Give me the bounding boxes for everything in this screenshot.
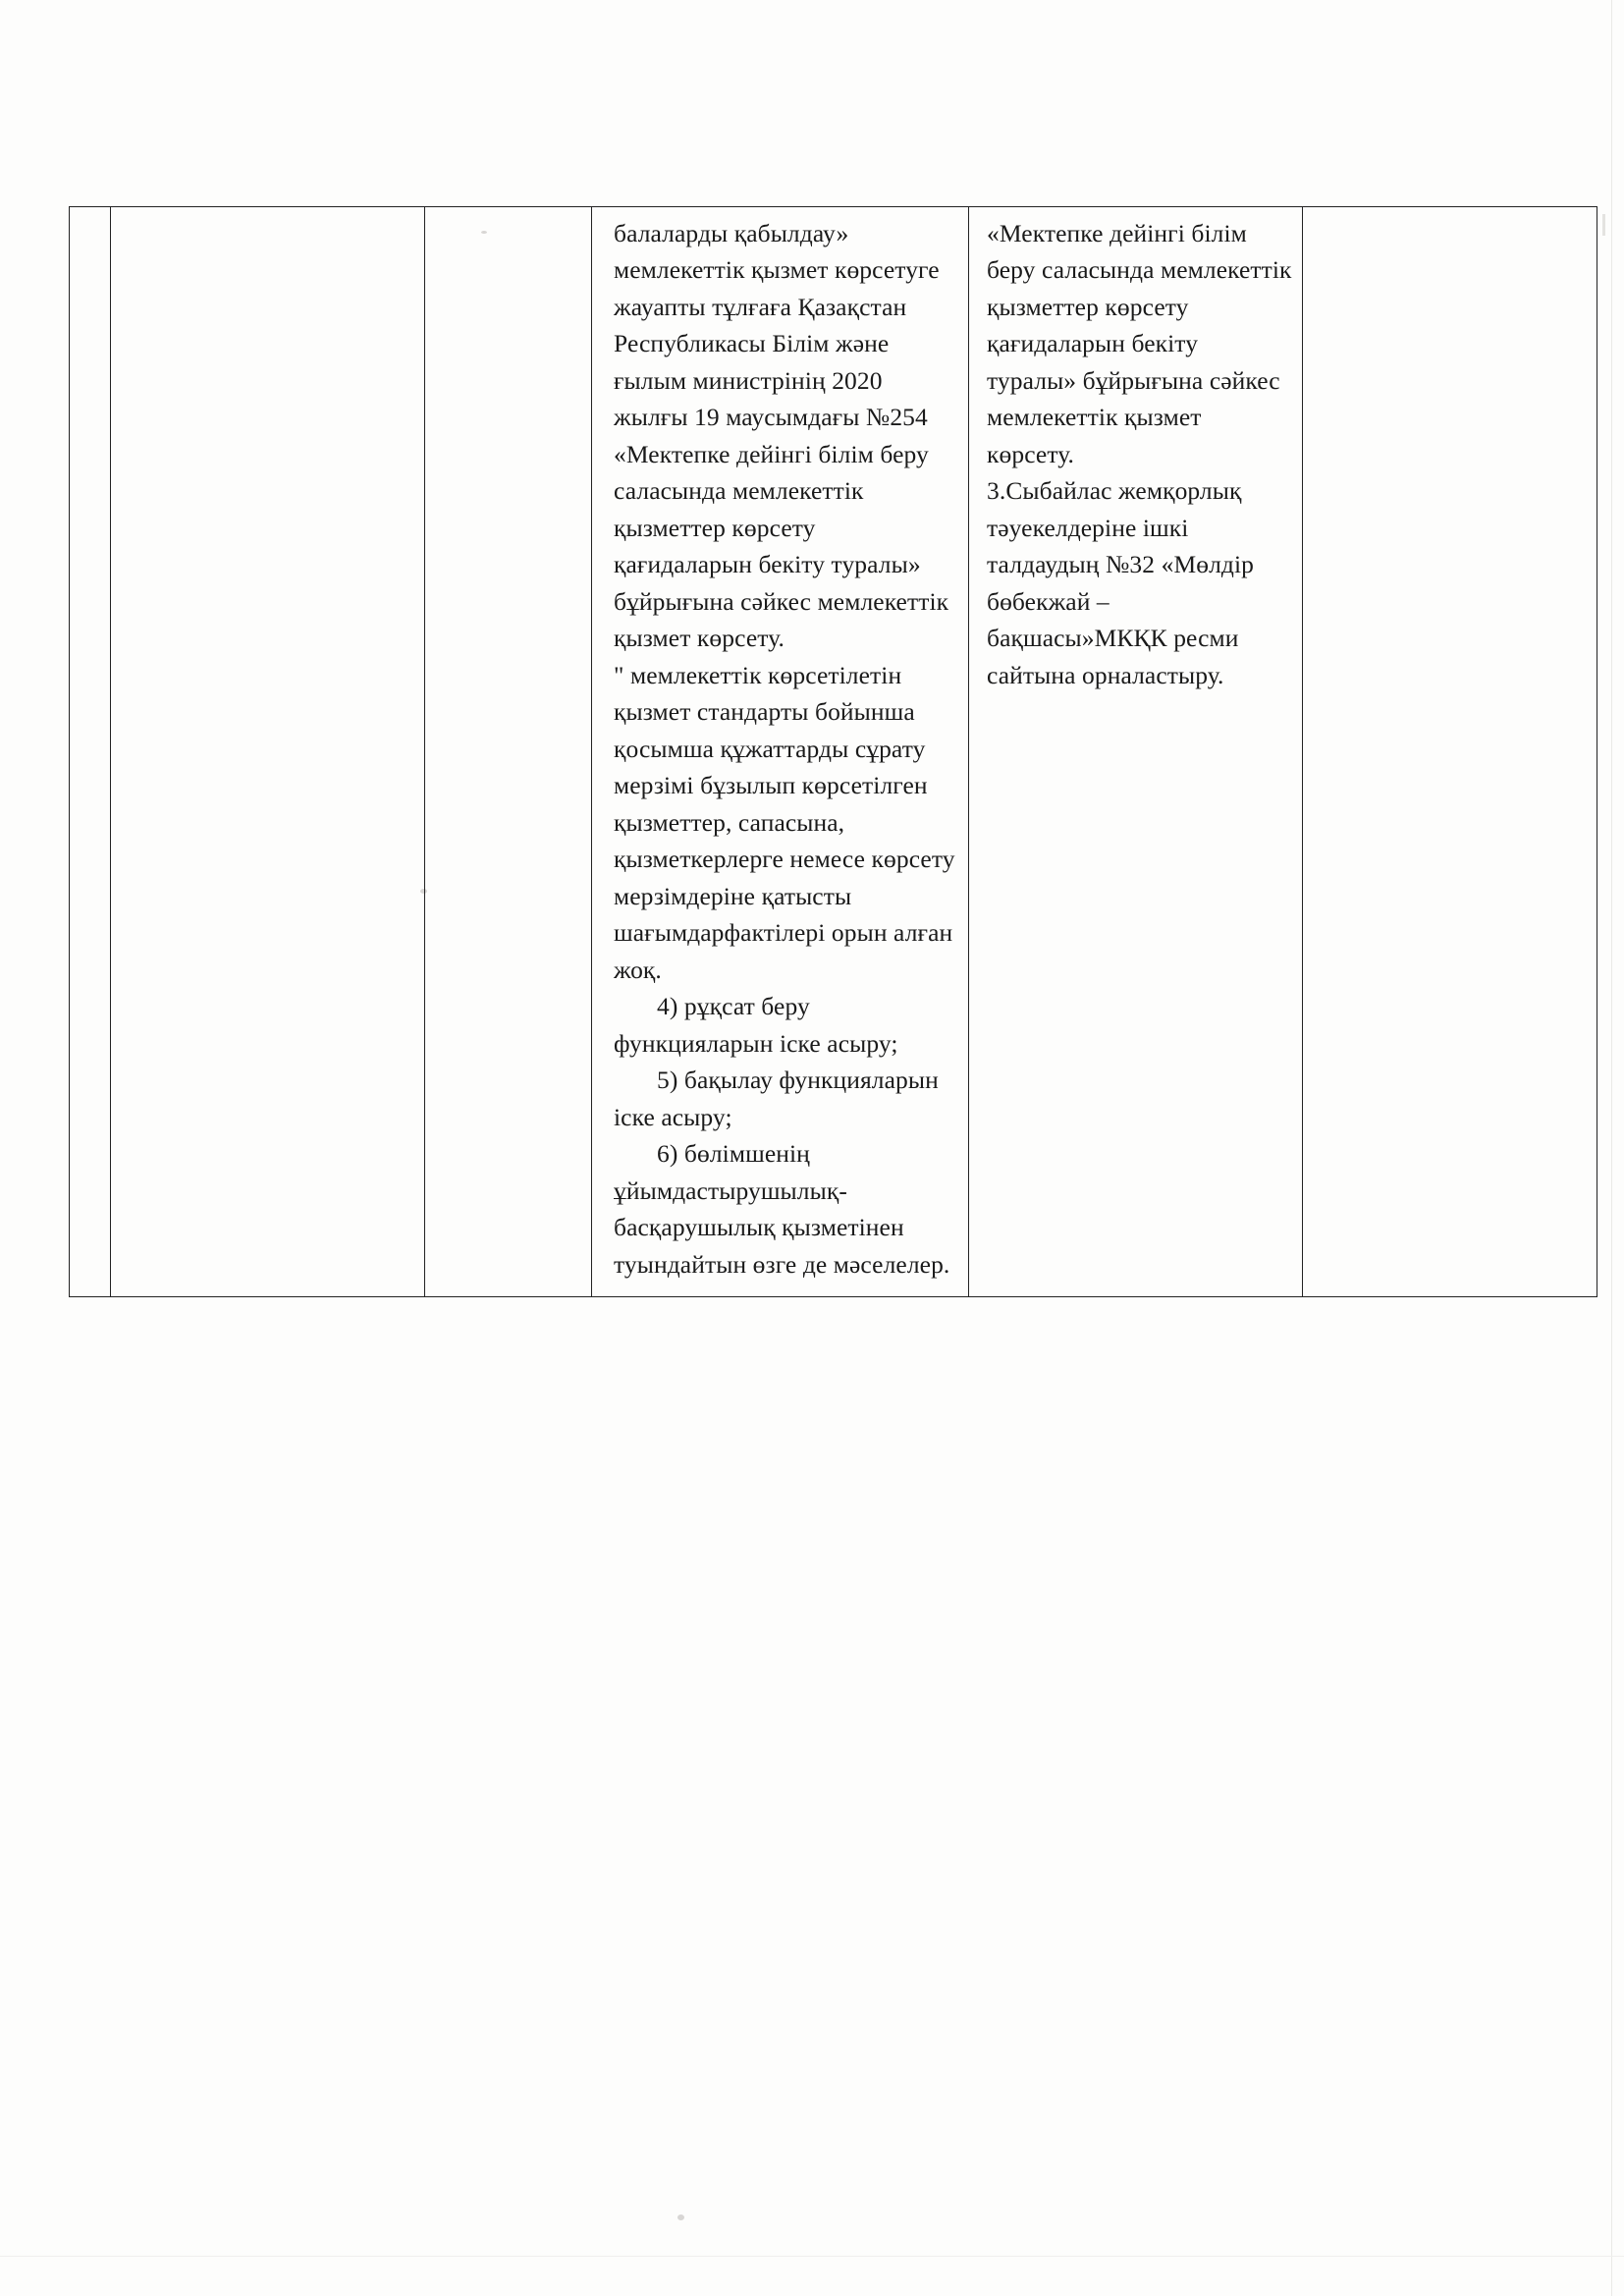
cell-notes-content [1303, 207, 1597, 229]
paragraph-description-1: балаларды қабылдау» мемлекеттік қызмет көрсетуге жауапты тұлғаға Қазақстан Республикасы Білім және ғылым министрінің 2020 жылғы 19 маусымдағы №254 «Мектепке дейінгі білім беру саласында мемлекеттік қызметтер көрсету қағидаларын бекіту туралы» бұйрығына сәйкес мемлекеттік қызмет көрсету. [614, 219, 955, 653]
paragraph-description-3: 4) рұқсат беру функцияларын іске асыру; [614, 992, 898, 1058]
scan-speck [1602, 214, 1605, 236]
paragraph-description-2: " мемлекеттік көрсетілетін қызмет стандарты бойынша қосымша құжаттарды сұрату мерзімі бұзылып көрсетілген қызметтер, сапасына, қызметкерлерге немесе көрсету мерзімдеріне қатысты шағымдарфактілері орын алған жоқ. [614, 660, 962, 984]
cell-description-content [592, 207, 968, 1296]
cell-criteria-content [111, 207, 424, 229]
cell-indicator-content [425, 207, 591, 229]
document-table [69, 206, 1597, 1297]
paragraph-description-5: 6) бөлімшенің ұйымдастырушылық-басқарушылық қызметінен туындайтын өзге де мәселелер. [614, 1139, 950, 1279]
cell-description [592, 207, 969, 1297]
cell-result [969, 207, 1303, 1297]
paragraph-result-1: «Мектепке дейінгі білім беру саласында мемлекеттік қызметтер көрсету қағидаларын бекіту туралы» бұйрығына сәйкес мемлекеттік қызмет көрсету. [987, 219, 1299, 468]
cell-notes [1303, 207, 1597, 1297]
cell-indicator [425, 207, 592, 1297]
cell-number-content [70, 207, 110, 229]
page-edge-line [1611, 0, 1612, 2296]
cell-criteria [111, 207, 425, 1297]
cell-number [70, 207, 111, 1297]
paragraph-result-2: 3.Сыбайлас жемқорлық тәуекелдеріне ішкі талдаудың №32 «Мөлдір бөбекжай – бақшасы»МКҚК ресми сайтына орналастыру. [987, 476, 1267, 689]
cell-result-content [969, 207, 1302, 707]
scan-speck [677, 2214, 684, 2220]
table-row [70, 207, 1597, 1297]
paragraph-description-4: 5) бақылау функцияларын іске асыру; [614, 1066, 946, 1131]
page-bottom-line [0, 2256, 1624, 2257]
